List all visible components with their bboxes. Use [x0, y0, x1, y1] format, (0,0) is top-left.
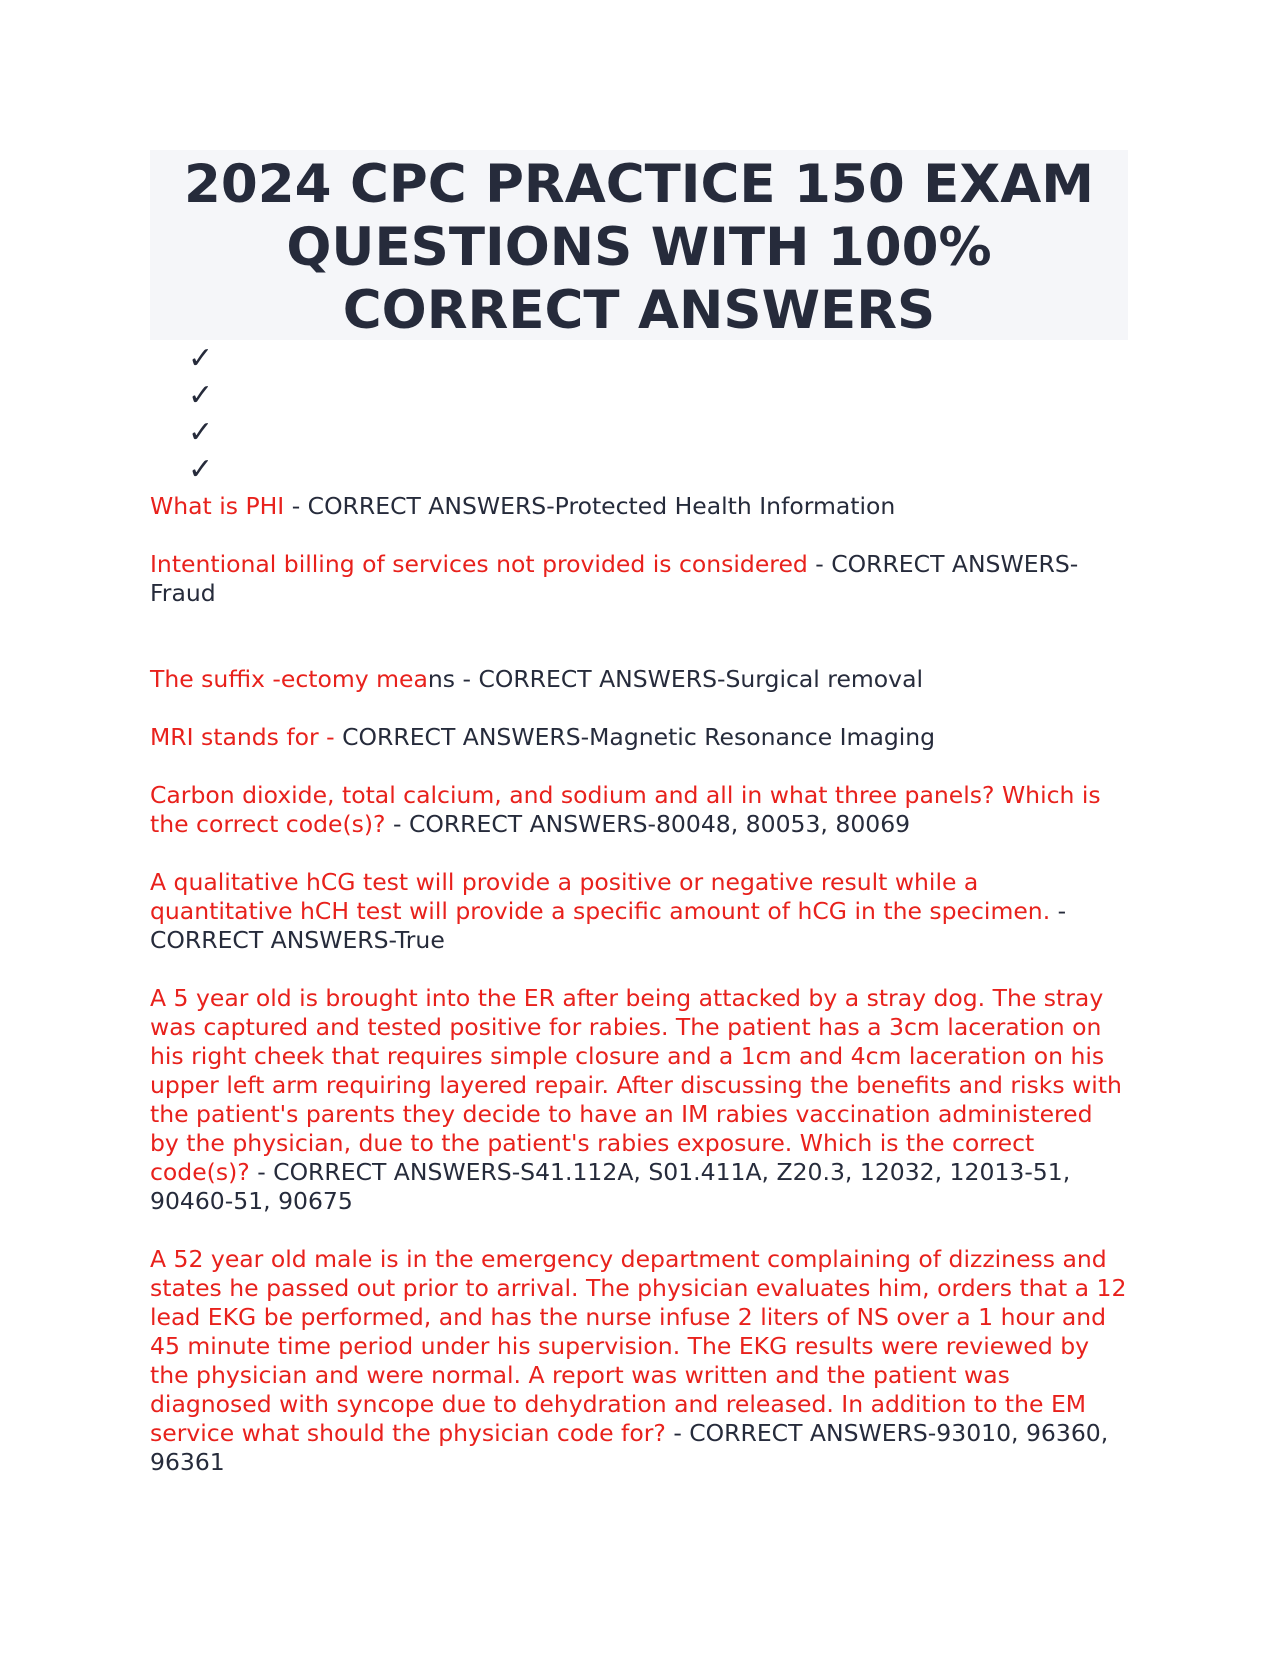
question-text: A 5 year old is brought into the ER after being attacked by a stray dog. The stray was captured and tested positive for rabies. The patient has a 3cm laceration on his right cheek that requires simple closure and a 1cm and 4cm laceration on his upper left arm requiring layered repair. After discussing the benefits and risks with the patient's parents they decide to have an IM rabies vaccination administered by the physician, due to the patient's rabies exposure. Which is the correct code(s)? [150, 984, 1122, 1186]
qa-item [150, 984, 1128, 1216]
answer-text: - CORRECT ANSWERS-80048, 80053, 80069 [385, 810, 911, 838]
checkmark-icon: ✓ [188, 341, 214, 376]
answer-text: - CORRECT ANSWERS-Protected Health Information [284, 492, 896, 520]
document-page [150, 150, 1128, 1477]
qa-item [150, 1245, 1128, 1477]
qa-item [150, 550, 1128, 608]
checkmark-icon: ✓ [188, 452, 214, 487]
checkmark-icon: ✓ [188, 415, 214, 450]
qa-item [150, 665, 1128, 694]
question-text: Carbon dioxide, total calcium, and sodium and all in what three panels? Which is the correct code(s)? [150, 781, 1101, 838]
qa-item [150, 868, 1128, 955]
answer-text: ns - CORRECT ANSWERS-Surgical removal [427, 665, 924, 693]
document-title: 2024 CPC PRACTICE 150 EXAM QUESTIONS WITH 100% CORRECT ANSWERS [184, 153, 1094, 341]
question-text: What is PHI [150, 492, 285, 520]
answer-text: - CORRECT ANSWERS-True [150, 897, 1067, 954]
qa-list [150, 492, 1128, 1477]
answer-text: - CORRECT ANSWERS-93010, 96360, 96361 [150, 1419, 1109, 1476]
answer-text: - CORRECT ANSWERS-Fraud [150, 550, 1079, 607]
title-banner [150, 150, 1128, 340]
answer-text: - CORRECT ANSWERS-S41.112A, S01.411A, Z20.3, 12032, 12013-51, 90460-51, 90675 [150, 1158, 1071, 1215]
checkmark-list [150, 340, 1128, 488]
question-text: The suffix -ectomy mea [150, 665, 428, 693]
checkmark-icon: ✓ [188, 378, 214, 413]
question-text: MRI stands for - [150, 723, 343, 751]
qa-item [150, 781, 1128, 839]
question-text: A qualitative hCG test will provide a positive or negative result while a quantitative hCH test will provide a specific amount of hCG in the specimen. [150, 868, 1051, 925]
qa-item [150, 492, 1128, 521]
question-text: Intentional billing of services not provided is considered [150, 550, 808, 578]
qa-item [150, 723, 1128, 752]
question-text: A 52 year old male is in the emergency department complaining of dizziness and states he passed out prior to arrival. The physician evaluates him, orders that a 12 lead EKG be performed, and has the nurse infuse 2 liters of NS over a 1 hour and 45 minute time period under his supervision. The EKG results were reviewed by the physician and were normal. A report was written and the patient was diagnosed with syncope due to dehydration and released. In addition to the EM service what should the physician code for? [150, 1245, 1127, 1447]
answer-text: CORRECT ANSWERS-Magnetic Resonance Imaging [342, 723, 936, 751]
